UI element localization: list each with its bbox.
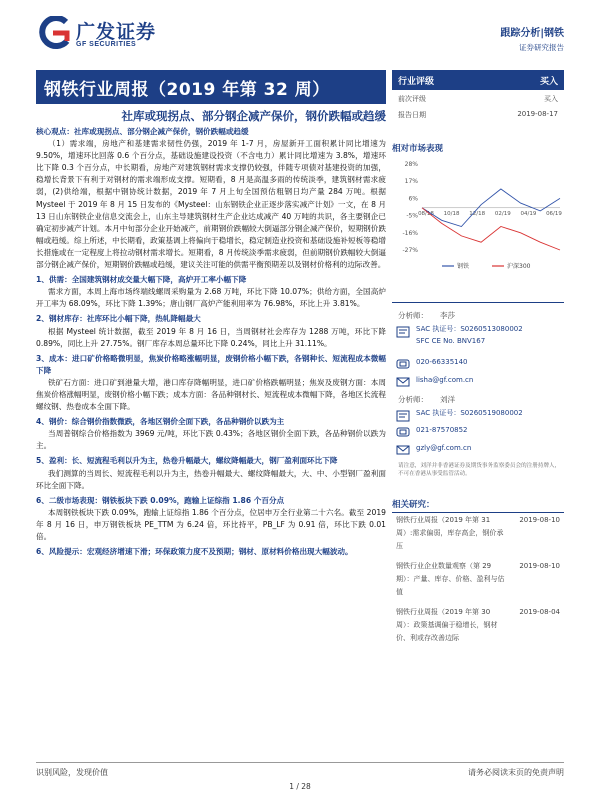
report-title: 钢铁行业周报（2019 年第 32 周） — [36, 70, 386, 104]
report-date-row — [392, 110, 564, 120]
analyst-role: 分析师： — [398, 311, 428, 320]
y-tick-label: -27% — [402, 247, 418, 254]
main-content — [36, 126, 386, 558]
section-text: 根据 Mysteel 统计数据，截至 2019 年 8 月 16 日，当周钢材社会库存为 1288 万吨，环比下降 0.89%，同比上升 27.75%。钢厂库存本周总量环比下降 0.24%，同比上升 31.11%。 — [36, 326, 386, 348]
related-report-title[interactable]: 钢铁行业周报（2019 年第 31 周）:需求偏弱，库存高企，钢价承压 — [396, 516, 504, 550]
risk-warning: 6、风险提示：宏观经济增速下滑；环保政策力度不及预期；钢材、原材料价格出现大幅波动。 — [36, 547, 353, 557]
analyst-sac: SAC 执证号：S0260519080002 — [416, 409, 523, 417]
report-category: 证券研究报告 — [519, 43, 564, 52]
x-tick-label: 08/18 — [418, 210, 434, 217]
id-card-icon — [396, 326, 410, 338]
footer-disclaimer: 请务必阅读末页的免责声明 — [468, 768, 564, 777]
analyst-sfc: SFC CE No. BNV167 — [416, 337, 486, 345]
page-number: 1 / 28 — [289, 782, 311, 791]
section-text: 需求方面，本周上海市场终端线螺周采购量为 2.68 万吨，环比下降 10.07%；供给方面，全国高炉开工率为 68.09%，环比下降 1.39%；唐山钢厂高炉产能利用率为 76.98%，环比上升 3.81%。 — [36, 287, 386, 309]
section-heading: 6、二级市场表现：钢铁板块下跌 0.09%，跑输上证综指 1.86 个百分点 — [36, 495, 285, 505]
related-report-date: 2019-08-10 — [519, 562, 560, 570]
section-text: 铁矿石方面：进口矿到港量大增，港口库存降幅明显，进口矿价格跌幅明显；焦炭及废钢方面：本周焦炭价格涨幅明显，废钢价格小幅下跌；成本方面：各品种钢材长、短流程成本微幅下降，各地区长流程螺纹钢、热卷成本全面下降。 — [36, 377, 386, 412]
x-tick-label: 02/19 — [494, 210, 511, 217]
related-report-item[interactable] — [396, 560, 566, 599]
y-tick-label: 28% — [404, 161, 418, 168]
y-tick-label: -16% — [402, 229, 418, 237]
core-view-title: 核心观点：社库或现拐点、部分钢企减产保价，钢价跌幅或趋缓 — [36, 127, 249, 136]
related-report-date: 2019-08-10 — [519, 516, 560, 524]
section-heading: 5、盈利：长、短流程毛利以升为主，热卷升幅最大，螺纹降幅最大，钢厂盈利面环比下降 — [36, 456, 338, 466]
relative-performance-chart — [392, 158, 564, 276]
logo-mark-icon — [36, 16, 72, 50]
report-date-label: 报告日期 — [398, 111, 426, 119]
analyst-email[interactable]: lisha@gf.com.cn — [416, 376, 474, 384]
analyst-email[interactable]: gzly@gf.com.cn — [416, 444, 472, 452]
company-logo — [36, 16, 186, 50]
y-tick-label: 6% — [408, 195, 418, 203]
logo-text-cn: 广发证券 — [76, 21, 157, 43]
legend-label-index: 沪深300 — [507, 263, 531, 270]
related-report-date: 2019-08-04 — [519, 608, 560, 616]
id-card-icon — [396, 410, 410, 422]
section-heading: 3、成本：进口矿价格略微明显，焦炭价格略涨幅明显，废钢价格小幅下跌，各钢种长、短流程成本微幅下降 — [36, 353, 386, 375]
x-tick-label: 12/18 — [469, 210, 486, 217]
related-report-title[interactable]: 钢铁行业周报（2019 年第 30 周）：政策基调偏于稳增长，钢材价、利或存改善边际 — [396, 608, 498, 642]
prev-rating-value: 买入 — [544, 95, 558, 103]
report-date-value: 2019-08-17 — [517, 110, 558, 118]
analyst-phone: 021-87570852 — [416, 426, 468, 434]
x-tick-label: 04/19 — [520, 210, 537, 217]
section-heading: 2、钢材库存：社库环比小幅下降，热轧降幅最大 — [36, 314, 201, 324]
core-view-paragraph: （1）需求端，房地产和基建需求韧性仍强，2019 年 1-7 月，房屋新开工面积累计同比增速为 9.50%，增速环比回落 0.6 个百分点，基础设施建设投资（不含电力）累计同比增速为 3.8%，增速环比下降 0.3 个百分点，中长期看，房地产对建筑钢材需求支撑仍较强，伴随专项债对基建投资的加强，稳增长背景下有利于对钢材的需求端形成支撑。短期看，8 月是高温多雨的传统淡季，建筑钢材需求疲弱，(2)供给端，根据中钢协统计数据，2019 年 7 月上旬全国预估粗钢日均产量 284 万吨。根据 Mysteel 于 2019 年 8 月 15 日发布的《Mysteel：山东钢铁企业正逐步落实减产计划》一文，在 8 月 13 日山东钢铁企业信息交流会上，山东主导建筑钢材生产企业达成减产 40 万吨的共识，各主要钢企已确定初步减产计划。本月中旬部分企业开始减产，前期钢价跌幅较大倒逼部分钢企减产保价，短期钢价跌幅或趋缓。综上所述，中长期看，政策基调上将偏向于稳增长，稳定制造业投资和基础设施补短板等稳增长措施或在一定程度上将拉动钢材需求增长。短期看，8 月传统淡季需求疲弱，但前期钢价跌幅较大倒逼部分钢企减产保价，短期钢价跌幅或趋缓，建议关注可能的供需平衡预期差以及钢材价格利的边际改善。 — [36, 139, 386, 270]
logo-text-en: GF SECURITIES — [76, 41, 137, 48]
legend-label-steel: 钢铁 — [457, 263, 470, 270]
y-tick-label: 17% — [404, 178, 418, 186]
report-type: 跟踪分析|钢铁 — [500, 28, 564, 39]
report-subtitle: 社库或现拐点、部分钢企减产保价，钢价跌幅或趋缓 — [121, 109, 386, 123]
section-heading: 4、钢价：综合钢价指数微跌，各地区钢价全面下跌，各品种钢价以跌为主 — [36, 417, 285, 427]
phone-icon — [396, 358, 410, 370]
phone-icon — [396, 426, 410, 438]
x-tick-label: 10/18 — [443, 210, 460, 217]
rating-header — [392, 70, 564, 90]
rating-value: 买入 — [539, 77, 558, 87]
footer-slogan: 识别风险，发现价值 — [36, 768, 108, 777]
analyst-name: 李莎 — [440, 311, 455, 320]
footer-divider — [36, 762, 564, 763]
section-text: 本周钢铁板块下跌 0.09%，跑输上证综指 1.86 个百分点，位居申万全行业第二十六名。截至 2019 年 8 月 16 日，申万钢铁板块 PE_TTM 为 6.24 倍，环比持平，PB_LF 为 0.91 倍，环比下跌 0.01 倍。 — [36, 507, 386, 541]
mail-icon — [396, 376, 410, 388]
prev-rating-label: 前次评级 — [398, 95, 426, 103]
section-text: 我们测算的当周长、短流程毛利以升为主，热卷升幅最大、螺纹降幅最大，大、中、小型钢厂盈利面环比全面下降。 — [36, 468, 386, 490]
related-report-item[interactable] — [396, 606, 566, 645]
prev-rating-row — [392, 94, 564, 104]
rating-label: 行业评级 — [398, 77, 435, 87]
y-tick-label: -5% — [406, 212, 418, 220]
divider — [392, 302, 564, 303]
section-text: 当周普钢综合价格指数为 3969 元/吨，环比下跌 0.43%；各地区钢价全面下跌，各品种钢价以跌为主。 — [36, 429, 386, 451]
market-performance-label: 相对市场表现 — [392, 144, 444, 154]
related-report-item[interactable] — [396, 514, 566, 553]
license-note: 请注意，刘洋并非香港证券及期货事务监察委员会的注册持牌人，不可在香港从事受监管活动。 — [398, 463, 561, 477]
analyst-phone: 020-66335140 — [416, 358, 468, 366]
related-report-title[interactable]: 钢铁行业企业数量观察（第 29 期）：产量、库存、价格、盈利与估值 — [396, 562, 505, 596]
x-tick-label: 06/19 — [546, 210, 562, 217]
analyst-role: 分析师： — [398, 395, 428, 404]
section-heading: 1、供需：全国建筑钢材成交量大幅下降，高炉开工率小幅下降 — [36, 275, 247, 285]
analyst-sac: SAC 执证号：S0260513080002 — [416, 325, 523, 333]
analyst-name: 刘洋 — [440, 395, 455, 404]
mail-icon — [396, 444, 410, 456]
related-research-label: 相关研究： — [392, 496, 564, 513]
